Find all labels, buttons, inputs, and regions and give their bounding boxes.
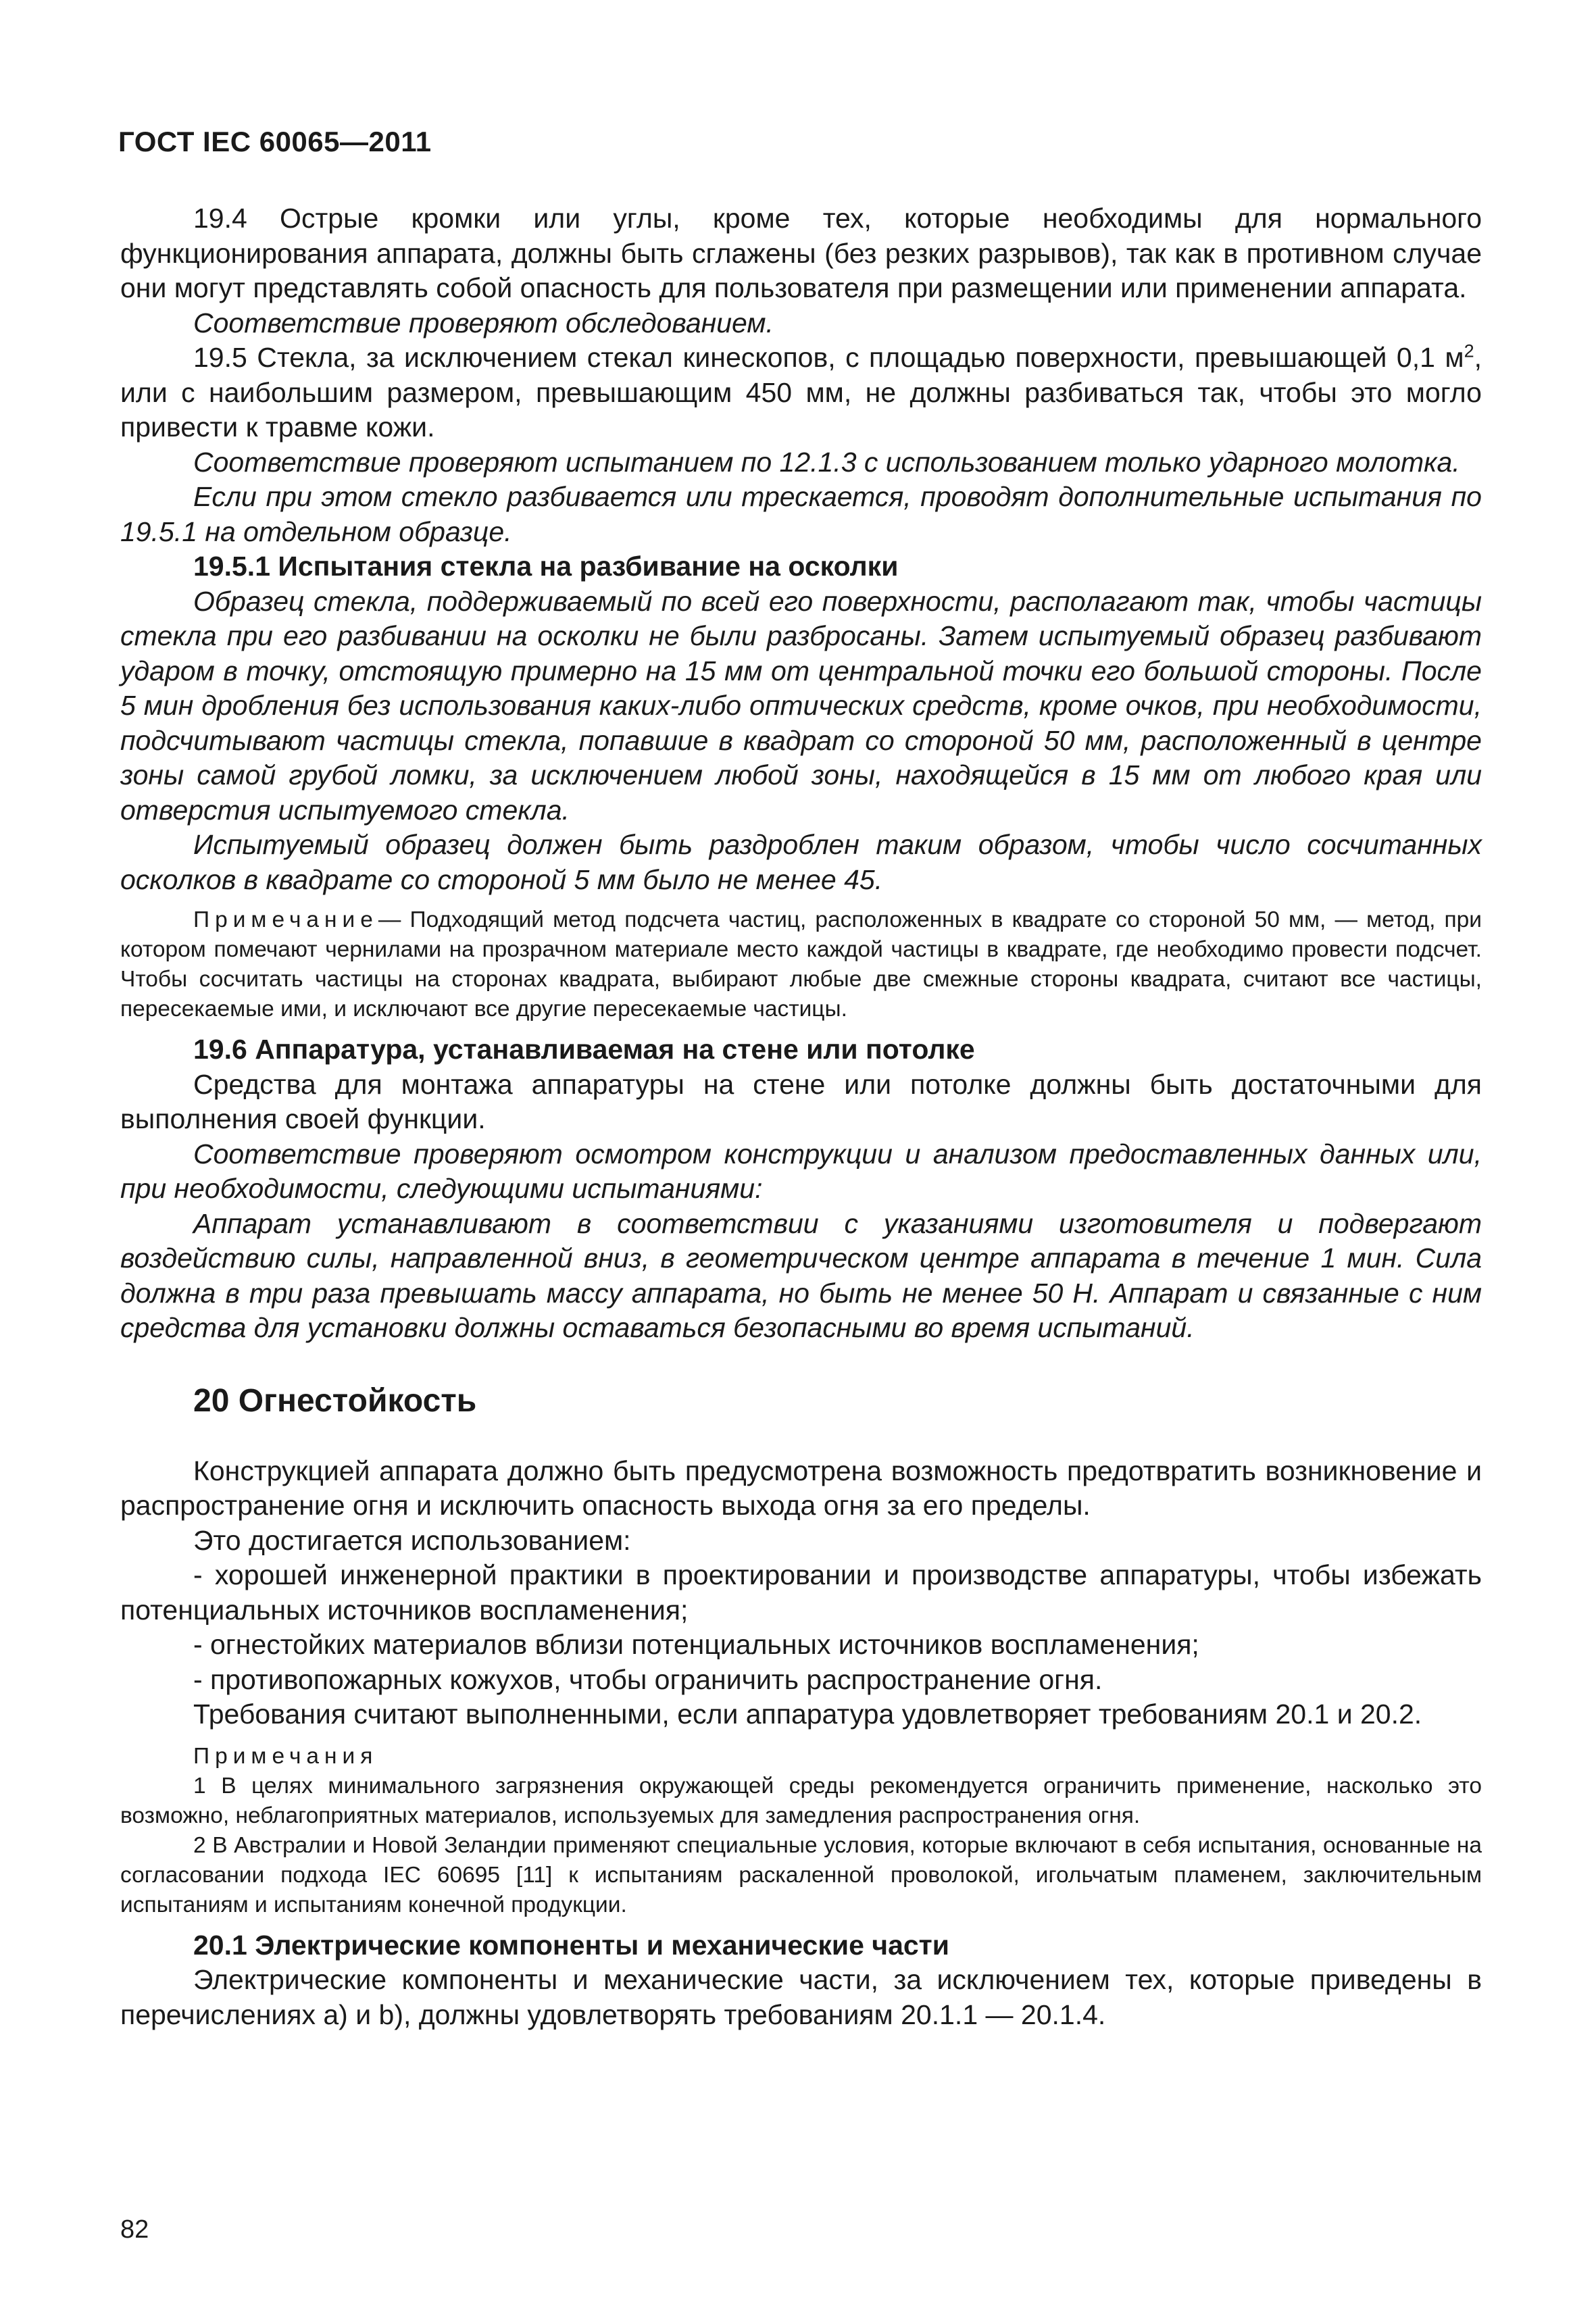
notes-label: Примечания	[193, 1743, 378, 1769]
paragraph-19-6-a: Средства для монтажа аппаратуры на стене или потолке должны быть достаточными для выполнения своей функции.	[120, 1068, 1482, 1134]
document-header: ГОСТ IEC 60065—2011	[118, 126, 432, 157]
heading-19-6: 19.6 Аппаратура, устанавливаемая на стене или потолке	[193, 1034, 975, 1065]
compliance-19-6: Соответствие проверяют осмотром конструкции и анализом предоставленных данных или, при необходимости, следующими испытаниями:	[120, 1138, 1482, 1204]
heading-20-1: 20.1 Электрические компоненты и механические части	[193, 1929, 949, 1961]
paragraph-19-5-1-b: Испытуемый образец должен быть раздроблен таким образом, чтобы число сосчитанных осколков в квадрате со стороной 5 мм было не менее 45.	[120, 829, 1482, 895]
page-number: 82	[120, 2215, 149, 2244]
paragraph-20-1: Электрические компоненты и механические части, за исключением тех, которые приведены в перечислениях a) и b), должны удовлетворять требованиям 20.1.1 — 20.1.4.	[120, 1964, 1482, 2030]
paragraph-19-5: 19.5 Стекла, за исключением стекал кинескопов, с площадью поверхности, превышающей 0,1 $м^2$, или с наибольшим размером, превышающим 450 мм, не должны разбиваться так, чтобы это могло привести к травме кожи.	[120, 341, 1482, 443]
list-item: - противопожарных кожухов, чтобы ограничить распространение огня.	[193, 1663, 1103, 1695]
superscript: 2	[1464, 341, 1474, 361]
document-body	[120, 201, 1482, 2032]
compliance-19-4: Соответствие проверяют обследованием.	[193, 307, 774, 338]
paragraph-20-b: Это достигается использованием:	[193, 1524, 631, 1556]
compliance-19-5: Соответствие проверяют испытанием по 12.1.3 с использованием только ударного молотка.	[193, 446, 1460, 478]
heading-19-5-1: 19.5.1 Испытания стекла на разбивание на осколки	[193, 551, 899, 582]
list-item: - хорошей инженерной практики в проектировании и производстве аппаратуры, чтобы избежать потенциальных источников воспламенения;	[120, 1559, 1482, 1626]
note-20-2: 2 В Австралии и Новой Зеландии применяют специальные условия, которые включают в себя испытания, основанные на согласовании подхода IEC 60695 [11] к испытаниям раскаленной проволокой, игольчатым пламенем, заключительным испытаниям и испытаниям конечной продукции.	[120, 1832, 1482, 1917]
section-heading-20: 20 Огнестойкость	[193, 1382, 477, 1419]
note-label: Примечание	[193, 907, 378, 932]
note-20-1: 1 В целях минимального загрязнения окружающей среды рекомендуется ограничить применение, насколько это возможно, неблагоприятных материалов, используемых для замедления распространения огня.	[120, 1773, 1482, 1828]
paragraph-19-5-1-a: Образец стекла, поддерживаемый по всей его поверхности, располагают так, чтобы частицы стекла при его разбивании на осколки не были разбросаны. Затем испытуемый образец разбивают ударом в точку, отстоящую примерно на 15 мм от центральной точки его большой стороны. После 5 мин дробления без использования каких-либо оптических средств, кроме очков, при необходимости, подсчитывают частицы стекла, попавшие в квадрат со стороной 50 мм, расположенный в центре зоны самой грубой ломки, за исключением любой зоны, находящейся в 15 мм от любого края или отверстия испытуемого стекла.	[120, 585, 1482, 826]
paragraph-20-c: Требования считают выполненными, если аппаратура удовлетворяет требованиям 20.1 и 20.2.	[193, 1699, 1422, 1730]
list-item: - огнестойких материалов вблизи потенциальных источников воспламенения;	[193, 1629, 1199, 1660]
paragraph-19-4: 19.4 Острые кромки или углы, кроме тех, которые необходимы для нормального функционирования аппарата, должны быть сглажены (без резких разрывов), так как в противном случае они могут представлять собой опасность для пользователя при размещении или применении аппарата.	[120, 203, 1482, 303]
test-19-6: Аппарат устанавливают в соответствии с указаниями изготовителя и подвергают воздействию силы, направленной вниз, в геометрическом центре аппарата в течение 1 мин. Сила должна в три раза превышать массу аппарата, но быть не менее 50 Н. Аппарат и связанные с ним средства для установки должны оставаться безопасными во время испытаний.	[120, 1207, 1482, 1343]
paragraph-20-a: Конструкцией аппарата должно быть предусмотрена возможность предотвратить возникновение и распространение огня и исключить опасность выхода огня за его пределы.	[120, 1455, 1482, 1521]
note-19-5-1: Примечание— Подходящий метод подсчета частиц, расположенных в квадрате со стороной 50 мм, — метод, при котором помечают чернилами на прозрачном материале место каждой частицы в квадрате, где необходимо провести подсчет. Чтобы сосчитать частицы на сторонах квадрата, выбирают любые две смежные стороны квадрата, считают все частицы, пересекаемые ими, и исключают все другие пересекаемые частицы.	[120, 907, 1482, 1022]
additional-test-19-5: Если при этом стекло разбивается или трескается, проводят дополнительные испытания по 19.5.1 на отдельном образце.	[120, 481, 1482, 547]
